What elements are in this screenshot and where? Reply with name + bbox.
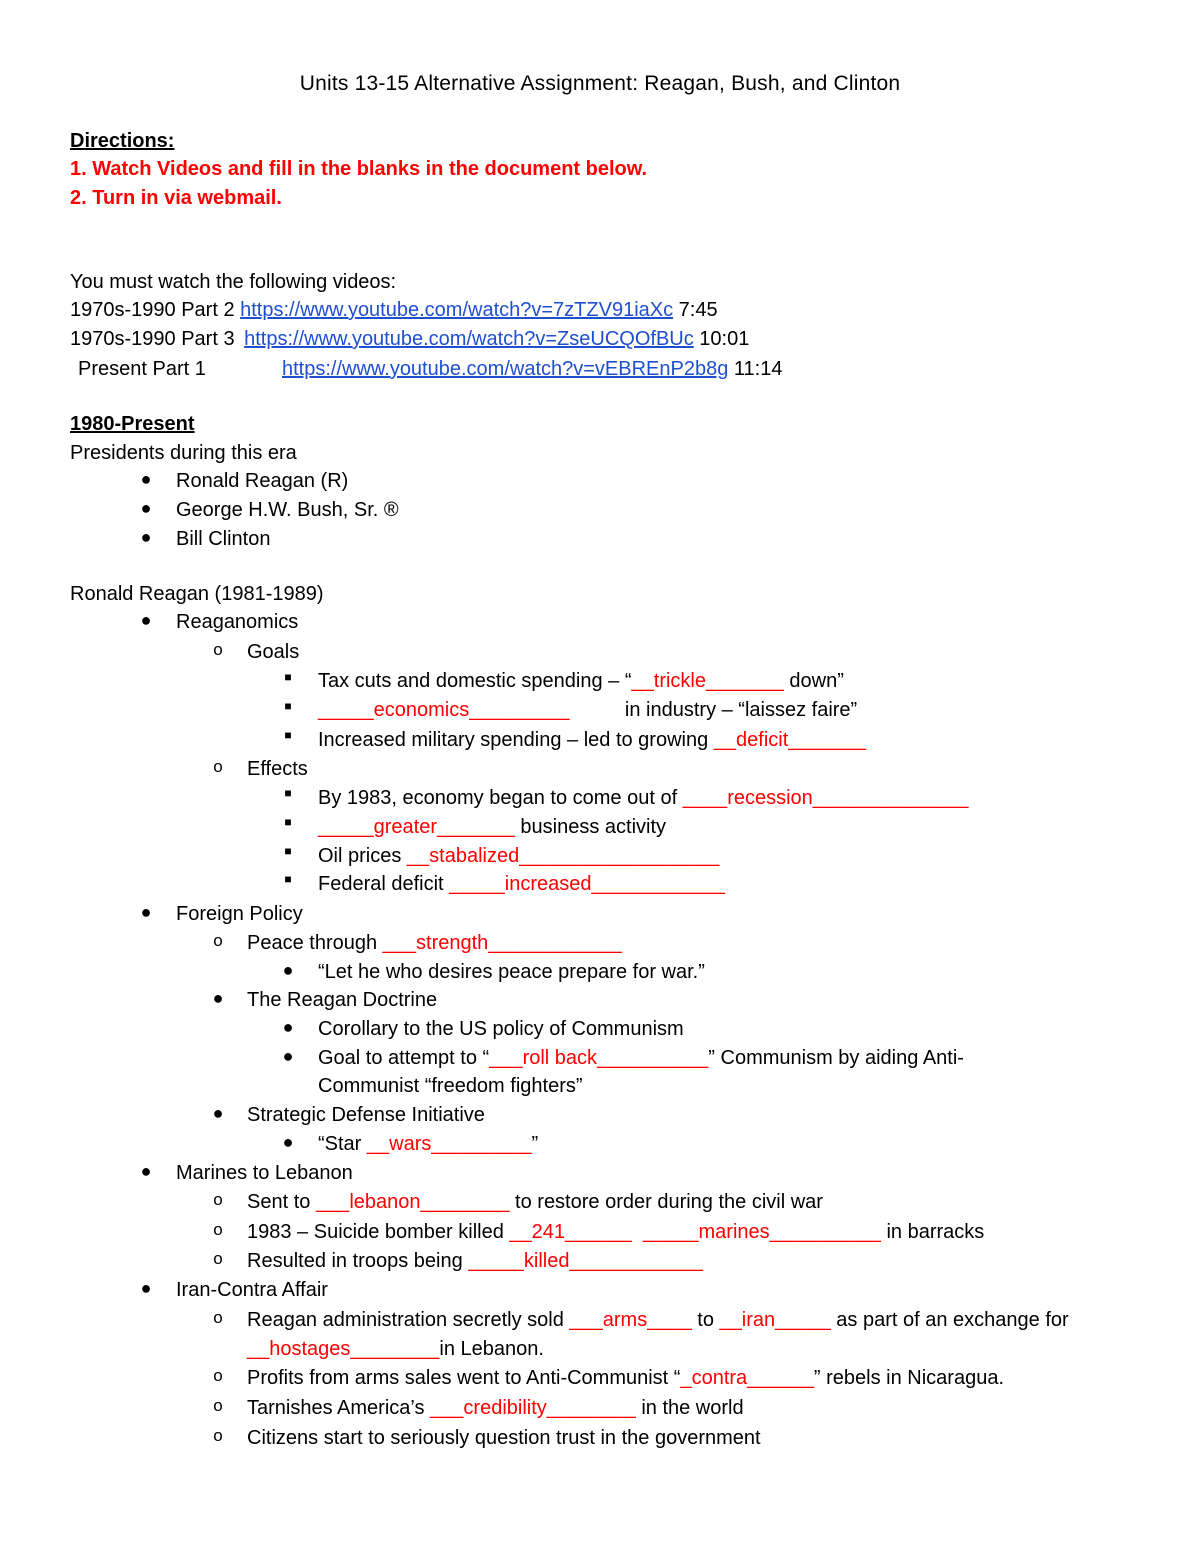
blank: ____ xyxy=(647,1309,692,1331)
answer: roll back xyxy=(522,1047,598,1069)
blank: _____ xyxy=(468,1250,524,1272)
blank: __________________ xyxy=(519,845,720,867)
effect-line-2 xyxy=(318,814,666,840)
president-item: Ronald Reagan (R) xyxy=(176,470,349,492)
peace-quote: “Let he who desires peace prepare for war.” xyxy=(318,961,705,983)
page-title: Units 13-15 Alternative Assignment: Reagan, Bush, and Clinton xyxy=(299,72,901,95)
line-text: Oil prices xyxy=(318,845,407,867)
answer: strength xyxy=(416,932,489,954)
lebanon-line-2 xyxy=(247,1219,984,1245)
line-text: to restore order during the civil war xyxy=(509,1191,823,1213)
iran-contra-label: Iran-Contra Affair xyxy=(176,1279,328,1301)
answer: increased xyxy=(504,873,592,895)
goals-label: Goals xyxy=(247,641,300,663)
president-item: George H.W. Bush, Sr. ® xyxy=(176,499,399,521)
line-text: Tarnishes America’s xyxy=(247,1397,431,1419)
answer: lebanon xyxy=(349,1191,421,1213)
iran-line-2 xyxy=(247,1365,1004,1391)
line-text: Peace through xyxy=(247,932,383,954)
blank: ____________ xyxy=(488,932,622,954)
line-text: in Lebanon. xyxy=(439,1338,544,1360)
president-item: Bill Clinton xyxy=(176,528,271,550)
line-text: Increased military spending – led to growing xyxy=(318,729,714,751)
line-text: Profits from arms sales went to Anti-Communist “ xyxy=(247,1367,681,1389)
bullet-square-icon: ■ xyxy=(284,699,292,713)
video-row-1 xyxy=(70,297,718,323)
line-text: ” rebels in Nicaragua. xyxy=(813,1367,1005,1389)
line-text: in barracks xyxy=(880,1221,985,1243)
line-text: ” Communism by aiding Anti- xyxy=(708,1047,964,1069)
bullet-square-icon: ■ xyxy=(284,670,292,684)
bullet-dot-icon: ● xyxy=(140,610,152,630)
blank: ________ xyxy=(420,1191,510,1213)
blank: ___ xyxy=(382,932,417,954)
bullet-circle-icon: o xyxy=(213,1308,223,1327)
blank: ______ xyxy=(565,1221,632,1243)
video-label: 1970s-1990 Part 3 xyxy=(70,328,235,350)
blank: __ xyxy=(406,845,430,867)
video-label: Present Part 1 xyxy=(78,358,206,380)
line-text: By 1983, economy began to come out of xyxy=(318,787,683,809)
effect-line-4 xyxy=(318,871,725,897)
blank: __ xyxy=(713,729,737,751)
lebanon-label: Marines to Lebanon xyxy=(176,1162,353,1184)
bullet-square-icon: ■ xyxy=(284,815,292,829)
bullet-circle-icon: o xyxy=(213,1366,223,1385)
video-duration: 7:45 xyxy=(678,299,718,321)
bullet-dot-icon: ● xyxy=(282,960,294,980)
video-link[interactable]: https://www.youtube.com/watch?v=7zTZV91iaXc xyxy=(240,299,674,321)
answer: 241 xyxy=(531,1221,566,1243)
lebanon-line-1 xyxy=(247,1189,823,1215)
line-text: down” xyxy=(783,670,844,692)
bullet-dot-icon: ● xyxy=(140,902,152,922)
blank: ___ xyxy=(315,1191,350,1213)
sdi-label: Strategic Defense Initiative xyxy=(247,1104,485,1126)
answer: trickle xyxy=(653,670,706,692)
video-link[interactable]: https://www.youtube.com/watch?v=vEBREnP2b8g xyxy=(282,358,729,380)
answer: economics xyxy=(373,699,470,721)
era-subheading: Presidents during this era xyxy=(70,442,297,464)
goal-rollback-line xyxy=(318,1045,964,1071)
video-label: 1970s-1990 Part 2 xyxy=(70,299,235,321)
blank: __ xyxy=(509,1221,532,1243)
bullet-dot-icon: ● xyxy=(140,527,152,547)
reaganomics-label: Reaganomics xyxy=(176,611,299,633)
blank: _ xyxy=(680,1367,692,1389)
bullet-circle-icon: o xyxy=(213,757,223,776)
blank: ________ xyxy=(350,1338,440,1360)
line-text: Sent to xyxy=(247,1191,316,1213)
answer: deficit xyxy=(736,729,789,751)
blank: ____ xyxy=(682,787,728,809)
blank: __________ xyxy=(769,1221,881,1243)
video-row-2 xyxy=(70,326,749,352)
directions-heading: Directions: xyxy=(70,130,175,152)
blank: ________ xyxy=(546,1397,636,1419)
goal-line-2 xyxy=(318,697,857,723)
blank: _________ xyxy=(469,699,570,721)
bullet-circle-icon: o xyxy=(213,1396,223,1415)
blank: __________ xyxy=(597,1047,709,1069)
blank: ____________ xyxy=(569,1250,703,1272)
bullet-dot-icon: ● xyxy=(140,1161,152,1181)
line-text: Resulted in troops being xyxy=(247,1250,469,1272)
line-text: in industry – “laissez faire” xyxy=(569,699,858,721)
blank: _______ xyxy=(706,670,784,692)
peace-line xyxy=(247,930,622,956)
blank: ___ xyxy=(430,1397,464,1419)
answer: iran xyxy=(741,1309,776,1331)
bullet-dot-icon: ● xyxy=(282,1017,294,1037)
video-duration: 11:14 xyxy=(733,358,783,380)
bullet-dot-icon: ● xyxy=(282,1046,294,1066)
blank: ______________ xyxy=(812,787,969,809)
answer: credibility xyxy=(463,1397,547,1419)
answer: greater xyxy=(373,816,437,838)
blank: _____ xyxy=(775,1309,831,1331)
bullet-circle-icon: o xyxy=(213,1220,223,1239)
bullet-square-icon: ■ xyxy=(284,844,292,858)
era-heading: 1980-Present xyxy=(70,413,195,435)
bullet-circle-icon: o xyxy=(213,931,223,950)
blank: __ xyxy=(631,670,654,692)
line-text: to xyxy=(691,1309,720,1331)
line-text: Federal deficit xyxy=(318,873,450,895)
effect-line-3 xyxy=(318,843,719,869)
answer: stabalized xyxy=(429,845,520,867)
answer: contra xyxy=(691,1367,748,1389)
line-text: as part of an exchange for xyxy=(830,1309,1069,1331)
answer: recession xyxy=(727,787,813,809)
bullet-dot-icon: ● xyxy=(282,1132,294,1152)
blank: _________ xyxy=(431,1133,532,1155)
line-text: 1983 – Suicide bomber killed xyxy=(247,1221,510,1243)
goal-line-3 xyxy=(318,727,866,753)
iran-line-1 xyxy=(247,1307,1069,1333)
blank: _____ xyxy=(318,816,374,838)
line-text: business activity xyxy=(514,816,667,838)
reagan-heading: Ronald Reagan (1981-1989) xyxy=(70,583,324,605)
blank: __ xyxy=(247,1338,270,1360)
line-text: “Star xyxy=(318,1133,367,1155)
answer: marines xyxy=(698,1221,770,1243)
line-text: Goal to attempt to “ xyxy=(318,1047,490,1069)
line-text: in the world xyxy=(635,1397,744,1419)
reagan-doctrine-label: The Reagan Doctrine xyxy=(247,989,438,1011)
direction-step-2: 2. Turn in via webmail. xyxy=(70,187,282,209)
effect-line-1 xyxy=(318,785,969,811)
answer: hostages xyxy=(269,1338,351,1360)
answer: killed xyxy=(523,1250,570,1272)
goal-line-1 xyxy=(318,668,844,694)
video-row-3 xyxy=(78,356,783,382)
foreign-policy-label: Foreign Policy xyxy=(176,903,303,925)
blank: __ xyxy=(719,1309,742,1331)
bullet-dot-icon: ● xyxy=(140,1278,152,1298)
bullet-circle-icon: o xyxy=(213,1426,223,1445)
bullet-circle-icon: o xyxy=(213,640,223,659)
blank: _____ xyxy=(642,1221,699,1243)
iran-line-3 xyxy=(247,1395,744,1421)
blank: _______ xyxy=(437,816,515,838)
blank: ______ xyxy=(747,1367,814,1389)
direction-step-1: 1. Watch Videos and fill in the blanks in the document below. xyxy=(70,158,648,180)
goal-rollback-continued: Communist “freedom fighters” xyxy=(318,1075,583,1097)
blank: _____ xyxy=(318,699,374,721)
effects-label: Effects xyxy=(247,758,308,780)
bullet-circle-icon: o xyxy=(213,1249,223,1268)
videos-intro: You must watch the following videos: xyxy=(70,271,397,293)
blank: ___ xyxy=(489,1047,523,1069)
blank: ___ xyxy=(569,1309,603,1331)
line-text: Reagan administration secretly sold xyxy=(247,1309,570,1331)
corollary-line: Corollary to the US policy of Communism xyxy=(318,1018,684,1040)
bullet-circle-icon: o xyxy=(213,1190,223,1209)
bullet-dot-icon: ● xyxy=(140,469,152,489)
blank: __ xyxy=(366,1133,390,1155)
bullet-dot-icon: ● xyxy=(212,988,224,1008)
answer: arms xyxy=(602,1309,648,1331)
star-wars-line xyxy=(318,1131,538,1157)
line-text xyxy=(632,1221,643,1243)
lebanon-line-3 xyxy=(247,1248,703,1274)
answer: wars xyxy=(389,1133,432,1155)
bullet-dot-icon: ● xyxy=(212,1103,224,1123)
bullet-dot-icon: ● xyxy=(140,498,152,518)
blank: _____ xyxy=(449,873,505,895)
line-text: Tax cuts and domestic spending – “ xyxy=(318,670,632,692)
video-link[interactable]: https://www.youtube.com/watch?v=ZseUCQOfBUc xyxy=(244,328,694,350)
video-duration: 10:01 xyxy=(699,328,750,350)
iran-line-1-continued xyxy=(247,1336,544,1362)
iran-line-4: Citizens start to seriously question trust in the government xyxy=(247,1427,761,1449)
bullet-square-icon: ■ xyxy=(284,728,292,742)
bullet-square-icon: ■ xyxy=(284,786,292,800)
line-text: ” xyxy=(531,1133,539,1155)
bullet-square-icon: ■ xyxy=(284,872,292,886)
blank: ____________ xyxy=(591,873,725,895)
blank: _______ xyxy=(788,729,867,751)
